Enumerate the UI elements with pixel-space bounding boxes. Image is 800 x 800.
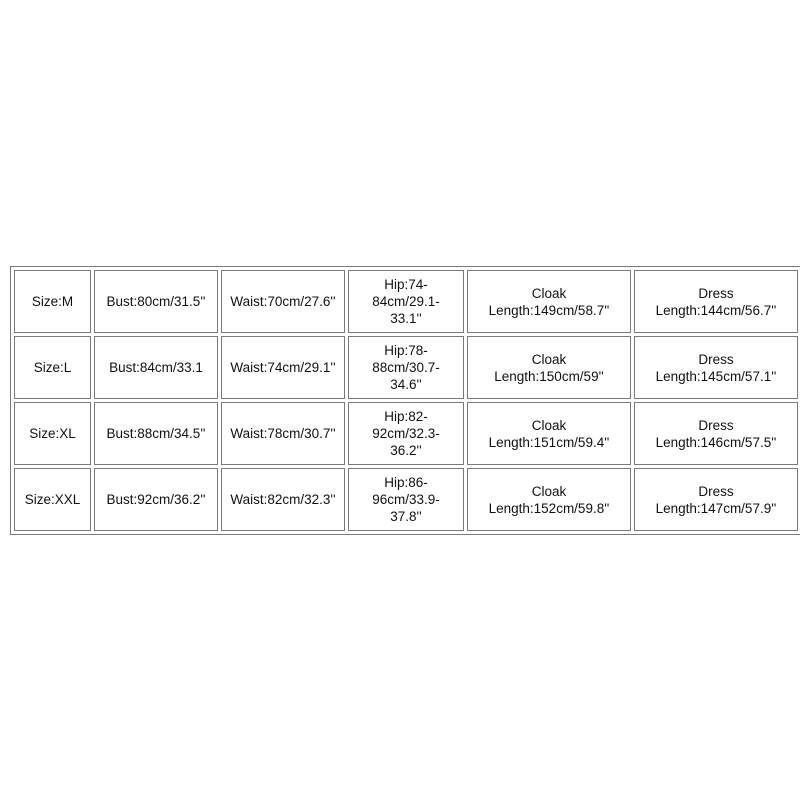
- cloak-cell: [467, 270, 631, 333]
- table-row: [14, 270, 798, 333]
- size-cell: Size:L: [14, 336, 91, 399]
- cloak-length: Length:152cm/59.8'': [488, 500, 610, 516]
- hip-text: Hip:74-84cm/29.1-33.1'': [372, 277, 440, 326]
- bust-cell: Bust:84cm/33.1: [94, 336, 218, 399]
- waist-cell: Waist:70cm/27.6'': [221, 270, 345, 333]
- waist-cell: Waist:78cm/30.7'': [221, 402, 345, 465]
- cloak-cell: [467, 336, 631, 399]
- dress-cell: [634, 336, 798, 399]
- dress-cell: [634, 402, 798, 465]
- bust-cell: Bust:92cm/36.2'': [94, 468, 218, 531]
- cloak-length: Length:150cm/59'': [494, 368, 604, 384]
- cloak-length: Length:151cm/59.4'': [488, 434, 610, 450]
- hip-cell: [348, 468, 464, 531]
- table-row: [14, 336, 798, 399]
- hip-text: Hip:82-92cm/32.3-36.2'': [372, 409, 440, 458]
- bust-cell: Bust:88cm/34.5'': [94, 402, 218, 465]
- size-chart-table: [10, 266, 800, 535]
- cloak-length: Length:149cm/58.7'': [488, 302, 610, 318]
- bust-cell: Bust:80cm/31.5'': [94, 270, 218, 333]
- table-row: [14, 402, 798, 465]
- dress-cell: [634, 468, 798, 531]
- cloak-label: Cloak: [531, 483, 567, 499]
- dress-label: Dress: [698, 285, 734, 301]
- waist-cell: Waist:74cm/29.1'': [221, 336, 345, 399]
- cloak-label: Cloak: [531, 285, 567, 301]
- hip-cell: [348, 402, 464, 465]
- size-cell: Size:XXL: [14, 468, 91, 531]
- size-cell: Size:XL: [14, 402, 91, 465]
- dress-cell: [634, 270, 798, 333]
- hip-cell: [348, 270, 464, 333]
- dress-length: Length:146cm/57.5'': [655, 434, 777, 450]
- hip-cell: [348, 336, 464, 399]
- dress-label: Dress: [698, 483, 734, 499]
- hip-text: Hip:86-96cm/33.9-37.8'': [372, 475, 440, 524]
- table-row: [14, 468, 798, 531]
- size-cell: Size:M: [14, 270, 91, 333]
- cloak-label: Cloak: [531, 351, 567, 367]
- hip-text: Hip:78-88cm/30.7-34.6'': [372, 343, 440, 392]
- dress-label: Dress: [698, 351, 734, 367]
- dress-length: Length:144cm/56.7'': [655, 302, 777, 318]
- dress-length: Length:147cm/57.9'': [655, 500, 777, 516]
- cloak-cell: [467, 468, 631, 531]
- cloak-cell: [467, 402, 631, 465]
- waist-cell: Waist:82cm/32.3'': [221, 468, 345, 531]
- cloak-label: Cloak: [531, 417, 567, 433]
- dress-length: Length:145cm/57.1'': [655, 368, 777, 384]
- dress-label: Dress: [698, 417, 734, 433]
